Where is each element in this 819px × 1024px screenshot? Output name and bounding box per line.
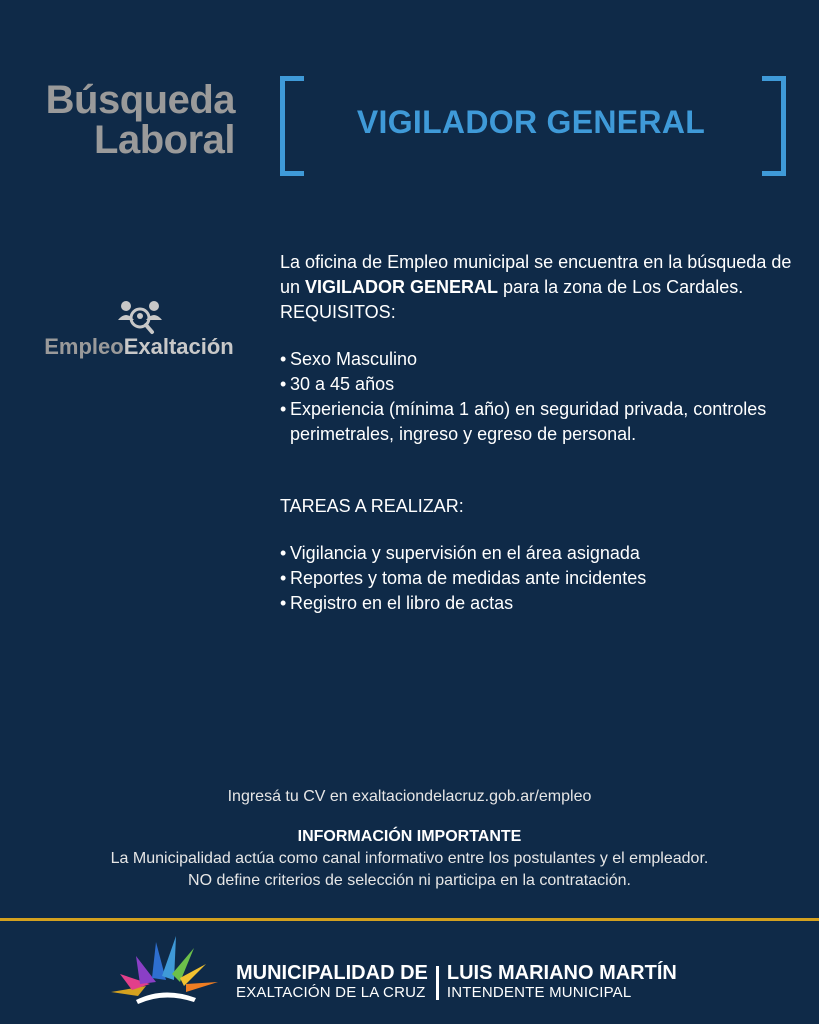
municipality-emblem-icon (106, 934, 224, 1006)
headline (20, 80, 235, 160)
job-title: VIGILADOR GENERAL (356, 104, 706, 140)
municipality-text (236, 964, 677, 1002)
municipality-name-line-1: MUNICIPALIDAD DE (236, 962, 428, 984)
list-item: • Registro en el libro de actas (280, 591, 800, 616)
logo-part-2: Exaltación (123, 334, 234, 359)
mayor-name-line-1: LUIS MARIANO MARTÍN (446, 962, 677, 984)
intro-text: La oficina de Empleo municipal se encuentra en la búsqueda de un (280, 252, 792, 297)
notice-line-2: NO define criterios de selección ni participa en la contratación. (188, 872, 631, 889)
requirements-heading: REQUISITOS: (280, 302, 396, 322)
people-search-icon (116, 298, 164, 338)
municipality-name (236, 964, 428, 1002)
mayor-title: INTENDENTE MUNICIPAL (446, 984, 632, 1001)
empleo-logo (28, 298, 250, 368)
logo-wordmark (28, 334, 250, 360)
cv-instructions: Ingresá tu CV en exaltaciondelacruz.gob.ar/empleo (227, 788, 592, 805)
tasks-list (280, 541, 800, 616)
intro-text-end: para la zona de Los Cardales. (498, 277, 744, 297)
list-item: • 30 a 45 años (280, 372, 800, 397)
mayor-name (447, 964, 677, 1002)
left-bracket (280, 76, 304, 176)
municipality-footer (106, 934, 726, 1009)
headline-line-2: Laboral (94, 118, 235, 162)
headline-line-1: Búsqueda (45, 78, 235, 122)
job-description (280, 250, 800, 616)
intro-paragraph (280, 250, 800, 300)
gold-divider (0, 918, 819, 921)
intro-bold: VIGILADOR GENERAL (305, 277, 499, 297)
requirements-list (280, 347, 800, 447)
footer-info (0, 786, 819, 892)
list-item: • Experiencia (mínima 1 año) en seguridad privada, controles perimetrales, ingreso y egreso de personal. (280, 397, 800, 447)
list-item: • Vigilancia y supervisión en el área asignada (280, 541, 800, 566)
municipality-name-line-2: EXALTACIÓN DE LA CRUZ (236, 984, 426, 1001)
list-item: • Reportes y toma de medidas ante incidentes (280, 566, 800, 591)
important-title: INFORMACIÓN IMPORTANTE (297, 828, 522, 845)
right-bracket (762, 76, 786, 176)
logo-part-1: Empleo (44, 334, 124, 359)
name-separator (436, 966, 439, 1000)
list-item: • Sexo Masculino (280, 347, 800, 372)
notice-line-1: La Municipalidad actúa como canal informativo entre los postulantes y el empleador. (110, 850, 709, 867)
tasks-heading: TAREAS A REALIZAR: (280, 496, 464, 516)
